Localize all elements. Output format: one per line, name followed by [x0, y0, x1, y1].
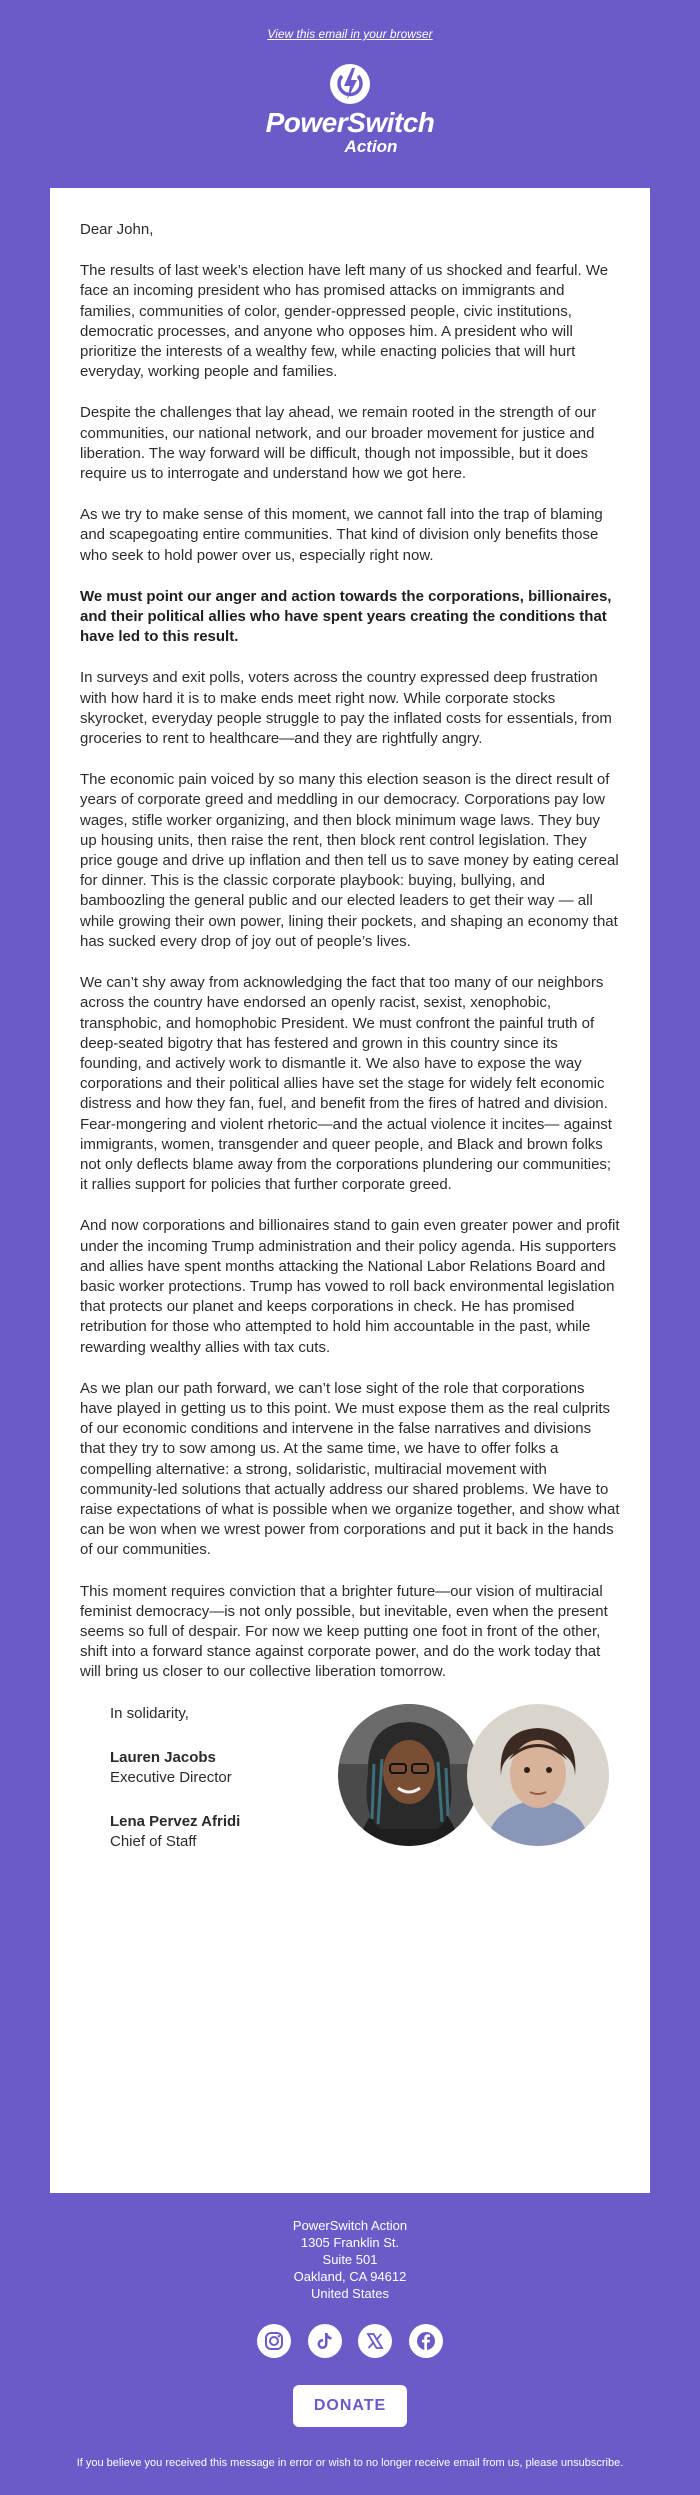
signer-photo-lena: [467, 1704, 609, 1846]
signer: [110, 1748, 240, 1788]
power-bolt-icon: [328, 62, 372, 106]
signer-title: Executive Director: [110, 1768, 232, 1786]
signer: [110, 1812, 240, 1852]
signer-name: Lauren Jacobs: [110, 1748, 216, 1766]
paragraph: The results of last week’s election have left many of us shocked and fearful. We face an incoming president who has promised attacks on immigrants and families, communities of color, gender-oppressed people, civic institutions, democratic processes, and anyone who opposes him. A president who will prioritize the interests of a wealthy few, while enacting policies that will hurt everyday, working people and families.: [80, 262, 609, 381]
footer-city: Oakland, CA 94612: [293, 2269, 407, 2284]
signer-title: Chief of Staff: [110, 1832, 197, 1850]
signer-photo-lauren: [338, 1704, 480, 1846]
signatures: [110, 1704, 240, 1876]
social-links: [0, 2324, 700, 2358]
closing: In solidarity,: [110, 1704, 189, 1722]
emphasis-paragraph: We must point our anger and action towards the corporations, billionaires, and their political allies who have spent years creating the conditions that have led to this result.: [80, 587, 612, 646]
facebook-icon[interactable]: [409, 2324, 443, 2358]
paragraph: Despite the challenges that lay ahead, we remain rooted in the strength of our communities, our national network, and our broader movement for justice and liberation. The way forward will be difficult, though not impossible, but it does require us to interrogate and understand how we got here.: [80, 404, 597, 483]
paragraph: As we try to make sense of this moment, we cannot fall into the trap of blaming and scapegoating entire communities. That kind of division only benefits those who seek to hold power over us, especially right now.: [80, 506, 603, 564]
signature-block: [80, 1704, 620, 1894]
paragraph: And now corporations and billionaires stand to gain even greater power and profit under the incoming Trump administration and their policy agenda. His supporters and allies have spent months attacking the National Labor Relations Board and basic worker protections. Trump has vowed to roll back environmental legislation that protects our planet and keeps corporations in check. He has promised retribution for those who attempted to hold him accountable in the past, while rewarding wealthy allies with tax cuts.: [80, 1217, 620, 1356]
paragraph: We can’t shy away from acknowledging the fact that too many of our neighbors across the country have endorsed an openly racist, sexist, xenophobic, transphobic, and homophobic President. We must confront the painful truth of deep-seated bigotry that has festered and grown in this country since its founding, and actively work to dismantle it. We also have to expose the way corporations and their political allies have set the stage for widely felt economic distress and how they fan, fuel, and benefit from the fires of hatred and division. Fear-mongering and violent rhetoric—and the actual violence it incites— against immigrants, women, transgender and queer people, and Black and brown folks not only deflects blame away from the corporations plundering our communities; it rallies support for policies that further corporate greed.: [80, 974, 612, 1194]
paragraph: In surveys and exit polls, voters across the country expressed deep frustration with how hard it is to make ends meet right now. While corporate stocks skyrocket, everyday people struggle to pay the inflated costs for essentials, from groceries to rent to healthcare—and they are rightfully angry.: [80, 669, 612, 748]
paragraph: As we plan our path forward, we can’t lose sight of the role that corporations have played in getting us to this point. We must expose them as the real culprits of our economic conditions and intervene in the false narratives and divisions that they try to sow among us. At the same time, we have to offer folks a compelling alternative: a strong, solidaristic, multiracial movement with community-led solutions that actually address our shared problems. We have to raise expectations of what is possible when we organize together, and show what can be won when we wrest power from corporations and put it back in the hands of our communities.: [80, 1379, 620, 1559]
logo[interactable]: [0, 62, 700, 156]
paragraph: This moment requires conviction that a brighter future—our vision of multiracial feminist democracy—is not only possible, but inevitable, even when the present seems so full of despair. For now we keep putting one foot in front of the other, shift into a forward stance against corporate power, and do the work today that will bring us closer to our collective liberation tomorrow.: [80, 1582, 608, 1681]
footer-address: [0, 2217, 700, 2302]
letter-card: [50, 188, 650, 2193]
footer-country: United States: [310, 2286, 390, 2301]
footer-street: 1305 Franklin St.: [300, 2235, 400, 2250]
tiktok-icon[interactable]: [308, 2324, 342, 2358]
instagram-icon[interactable]: [257, 2324, 291, 2358]
donate-button[interactable]: DONATE: [293, 2385, 407, 2427]
signer-name: Lena Pervez Afridi: [110, 1812, 241, 1830]
view-in-browser-link[interactable]: View this email in your browser: [267, 27, 433, 41]
unsubscribe-text[interactable]: If you believe you received this message in error or wish to no longer receive email from us, please unsubscribe.: [76, 2457, 624, 2469]
greeting: Dear John,: [80, 221, 154, 238]
footer-suite: Suite 501: [322, 2252, 378, 2267]
logo-subword: Action: [344, 137, 398, 156]
logo-wordmark: PowerSwitch: [265, 107, 435, 138]
footer-org: PowerSwitch Action: [292, 2218, 408, 2233]
paragraph: The economic pain voiced by so many this election season is the direct result of years of corporate greed and meddling in our democracy. Corporations pay low wages, stifle worker organizing, and then block minimum wage laws. They buy up housing units, then raise the rent, then block rent control legislation. They price gouge and drive up inflation and then tell us to save money by eating cereal for dinner. This is the classic corporate playbook: buying, bullying, and bamboozling the general public and our elected leaders to get their way — all while growing their own power, lining their pockets, and shaping an economy that has sucked every drop of joy out of people’s lives.: [80, 771, 619, 950]
x-icon[interactable]: [358, 2324, 392, 2358]
